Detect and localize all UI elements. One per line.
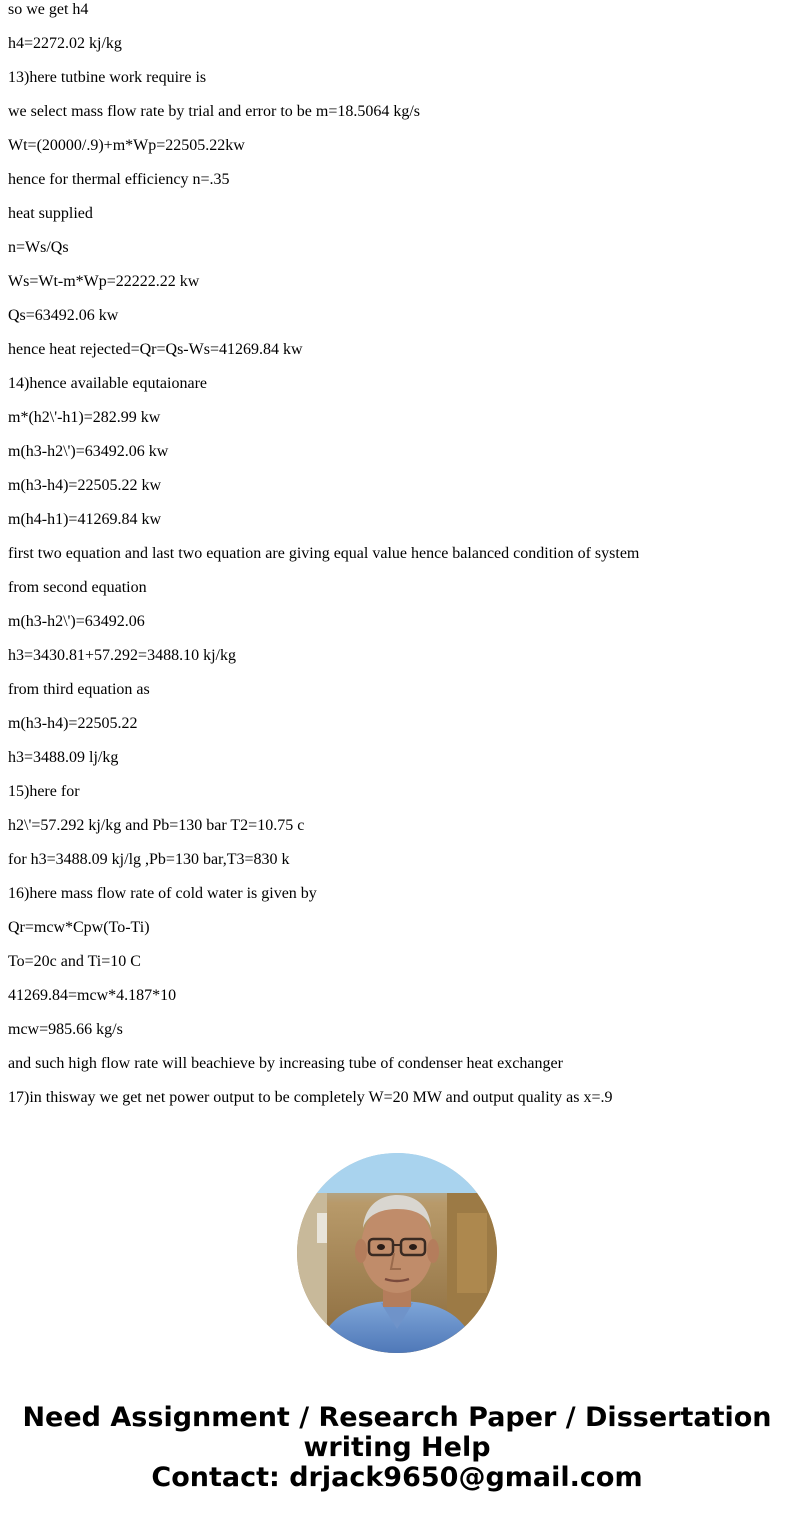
text-line: 13)here tutbine work require is (8, 69, 207, 86)
text-line: m(h3-h4)=22505.22 kw (8, 477, 162, 494)
text-line: heat supplied (8, 205, 93, 222)
text-line: for h3=3488.09 kj/lg ,Pb=130 bar,T3=830 k (8, 851, 290, 868)
solution-text (8, 0, 788, 1115)
text-line: and such high flow rate will beachieve by increasing tube of condenser heat exchanger (8, 1055, 563, 1072)
text-line: To=20c and Ti=10 C (8, 953, 141, 970)
text-line: 16)here mass flow rate of cold water is given by (8, 885, 317, 902)
text-line: h3=3488.09 lj/kg (8, 749, 119, 766)
text-line: h4=2272.02 kj/kg (8, 35, 122, 52)
text-line: h3=3430.81+57.292=3488.10 kj/kg (8, 647, 236, 664)
text-line: hence heat rejected=Qr=Qs-Ws=41269.84 kw (8, 341, 303, 358)
text-line: m(h4-h1)=41269.84 kw (8, 511, 162, 528)
text-line: h2\'=57.292 kj/kg and Pb=130 bar T2=10.75 c (8, 817, 305, 834)
text-line: from third equation as (8, 681, 150, 698)
avatar (297, 1153, 497, 1353)
text-line: from second equation (8, 579, 147, 596)
text-line: Qs=63492.06 kw (8, 307, 119, 324)
text-line: we select mass flow rate by trial and error to be m=18.5064 kg/s (8, 103, 421, 120)
text-line: first two equation and last two equation are giving equal value hence balanced condition of system (8, 545, 640, 562)
text-line: 17)in thisway we get net power output to be completely W=20 MW and output quality as x=.9 (8, 1089, 613, 1106)
text-line: 14)hence available equtaionare (8, 375, 207, 392)
text-line: Ws=Wt-m*Wp=22222.22 kw (8, 273, 200, 290)
text-line: Wt=(20000/.9)+m*Wp=22505.22kw (8, 137, 245, 154)
text-line: m(h3-h2\')=63492.06 (8, 613, 145, 630)
text-line: m(h3-h2\')=63492.06 kw (8, 443, 169, 460)
avatar-portrait (297, 1153, 497, 1353)
promo-line: writing Help (303, 1432, 491, 1463)
text-line: 41269.84=mcw*4.187*10 (8, 987, 177, 1004)
promo-line: Need Assignment / Research Paper / Dissertation (22, 1402, 772, 1433)
text-line: Qr=mcw*Cpw(To-Ti) (8, 919, 150, 936)
promo-banner (0, 1403, 794, 1493)
text-line: m(h3-h4)=22505.22 (8, 715, 138, 732)
text-line: 15)here for (8, 783, 80, 800)
text-line: so we get h4 (8, 1, 89, 18)
text-line: hence for thermal efficiency n=.35 (8, 171, 230, 188)
text-line: n=Ws/Qs (8, 239, 69, 256)
text-line: m*(h2\'-h1)=282.99 kw (8, 409, 161, 426)
text-line: mcw=985.66 kg/s (8, 1021, 123, 1038)
contact-email: Contact: drjack9650@gmail.com (151, 1462, 643, 1493)
